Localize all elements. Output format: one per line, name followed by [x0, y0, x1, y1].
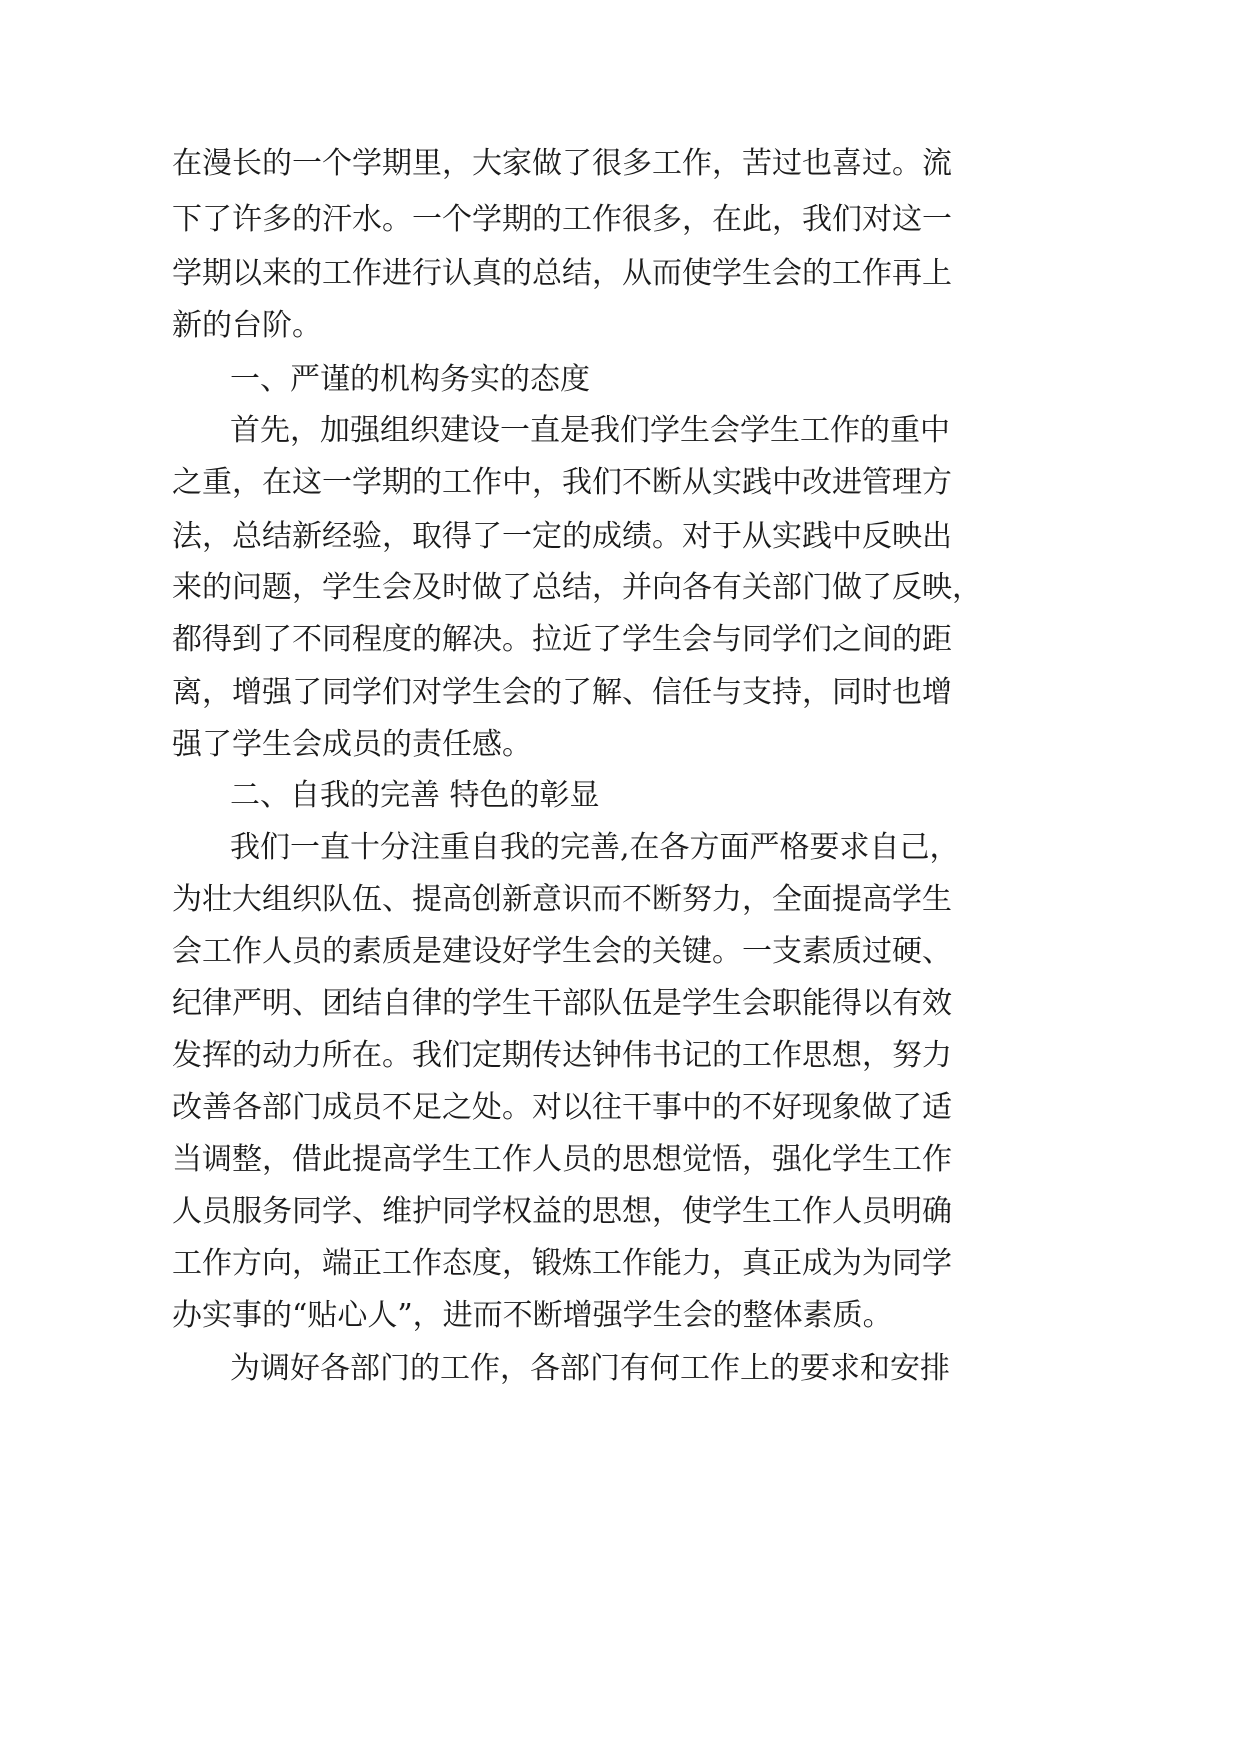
paragraph-line: 会工作人员的素质是建设好学生会的关键。一支素质过硬、: [172, 934, 952, 969]
paragraph-line: 人员服务同学、维护同学权益的思想，使学生工作人员明确: [172, 1194, 952, 1229]
paragraph-line: 强了学生会成员的责任感。: [172, 727, 532, 762]
paragraph-line: 为壮大组织队伍、提高创新意识而不断努力，全面提高学生: [172, 882, 952, 917]
paragraph-line: 法，总结新经验，取得了一定的成绩。对于从实践中反映出: [172, 519, 952, 554]
paragraph-line: 为调好各部门的工作，各部门有何工作上的要求和安排: [230, 1351, 950, 1386]
paragraph-line: 离，增强了同学们对学生会的了解、信任与支持，同时也增: [172, 675, 952, 710]
paragraph-line: 学期以来的工作进行认真的总结，从而使学生会的工作再上: [172, 256, 952, 291]
paragraph-line: 下了许多的汗水。一个学期的工作很多，在此，我们对这一: [172, 202, 952, 237]
paragraph-line: 改善各部门成员不足之处。对以往干事中的不好现象做了适: [172, 1090, 952, 1125]
paragraph-line: 办实事的“贴心人”，进而不断增强学生会的整体素质。: [172, 1298, 893, 1333]
paragraph-line: 我们一直十分注重自我的完善,在各方面严格要求自己，: [230, 830, 960, 865]
section-heading: 二、自我的完善 特色的彰显: [230, 778, 600, 813]
section-heading: 一、严谨的机构务实的态度: [230, 362, 590, 397]
paragraph-line: 之重，在这一学期的工作中，我们不断从实践中改进管理方: [172, 465, 952, 500]
paragraph-line: 在漫长的一个学期里，大家做了很多工作，苦过也喜过。流: [172, 146, 952, 181]
paragraph-line: 发挥的动力所在。我们定期传达钟伟书记的工作思想，努力: [172, 1038, 952, 1073]
paragraph-line: 首先，加强组织建设一直是我们学生会学生工作的重中: [230, 413, 950, 448]
paragraph-line: 来的问题，学生会及时做了总结，并向各有关部门做了反映，: [172, 570, 982, 605]
paragraph-line: 工作方向，端正工作态度，锻炼工作能力，真正成为为同学: [172, 1246, 952, 1281]
paragraph-line: 新的台阶。: [172, 308, 322, 343]
paragraph-line: 当调整，借此提高学生工作人员的思想觉悟，强化学生工作: [172, 1142, 952, 1177]
paragraph-line: 都得到了不同程度的解决。拉近了学生会与同学们之间的距: [172, 622, 952, 657]
paragraph-line: 纪律严明、团结自律的学生干部队伍是学生会职能得以有效: [172, 986, 952, 1021]
